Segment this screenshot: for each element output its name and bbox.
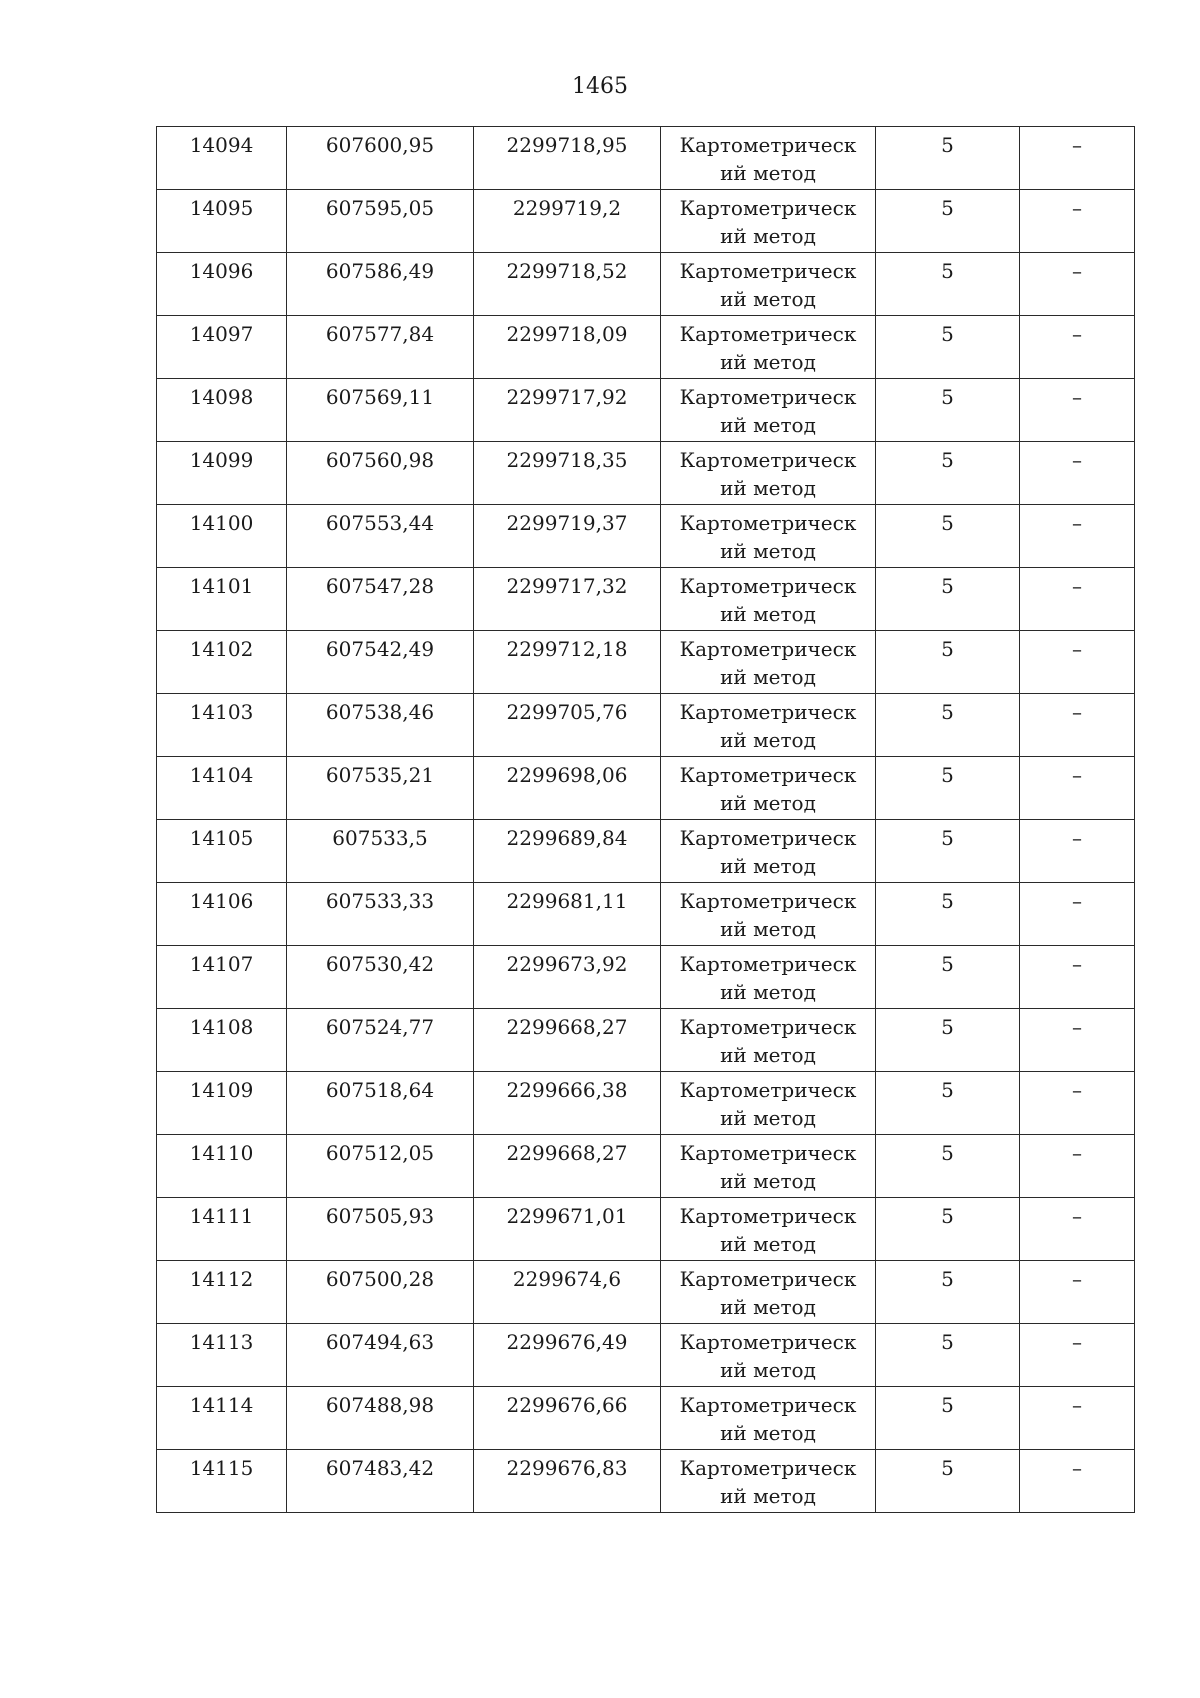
method-cell: Картометрический метод <box>661 1072 876 1135</box>
method-cell: Картометрический метод <box>661 883 876 946</box>
x-coordinate-cell: 607483,42 <box>287 1450 474 1513</box>
accuracy-cell: 5 <box>876 946 1020 1009</box>
y-coordinate-cell: 2299698,06 <box>474 757 661 820</box>
accuracy-cell: 5 <box>876 253 1020 316</box>
accuracy-cell: 5 <box>876 1450 1020 1513</box>
table-row <box>157 1072 1135 1135</box>
note-cell: – <box>1020 820 1135 883</box>
method-cell: Картометрический метод <box>661 379 876 442</box>
y-coordinate-cell: 2299668,27 <box>474 1135 661 1198</box>
x-coordinate-cell: 607533,5 <box>287 820 474 883</box>
point-number-cell: 14105 <box>157 820 287 883</box>
method-cell: Картометрический метод <box>661 127 876 190</box>
table-row <box>157 1135 1135 1198</box>
note-cell: – <box>1020 316 1135 379</box>
point-number-cell: 14096 <box>157 253 287 316</box>
table-row <box>157 316 1135 379</box>
table-row <box>157 442 1135 505</box>
accuracy-cell: 5 <box>876 1324 1020 1387</box>
x-coordinate-cell: 607595,05 <box>287 190 474 253</box>
table-row <box>157 1009 1135 1072</box>
method-cell: Картометрический метод <box>661 253 876 316</box>
point-number-cell: 14115 <box>157 1450 287 1513</box>
accuracy-cell: 5 <box>876 190 1020 253</box>
accuracy-cell: 5 <box>876 883 1020 946</box>
y-coordinate-cell: 2299705,76 <box>474 694 661 757</box>
table-row <box>157 757 1135 820</box>
note-cell: – <box>1020 631 1135 694</box>
x-coordinate-cell: 607530,42 <box>287 946 474 1009</box>
point-number-cell: 14107 <box>157 946 287 1009</box>
table-row <box>157 505 1135 568</box>
note-cell: – <box>1020 190 1135 253</box>
point-number-cell: 14110 <box>157 1135 287 1198</box>
y-coordinate-cell: 2299671,01 <box>474 1198 661 1261</box>
table-row <box>157 379 1135 442</box>
note-cell: – <box>1020 1135 1135 1198</box>
point-number-cell: 14111 <box>157 1198 287 1261</box>
note-cell: – <box>1020 442 1135 505</box>
table-row <box>157 1324 1135 1387</box>
accuracy-cell: 5 <box>876 568 1020 631</box>
y-coordinate-cell: 2299719,2 <box>474 190 661 253</box>
y-coordinate-cell: 2299676,49 <box>474 1324 661 1387</box>
x-coordinate-cell: 607547,28 <box>287 568 474 631</box>
x-coordinate-cell: 607560,98 <box>287 442 474 505</box>
accuracy-cell: 5 <box>876 505 1020 568</box>
point-number-cell: 14098 <box>157 379 287 442</box>
table-row <box>157 1450 1135 1513</box>
note-cell: – <box>1020 1009 1135 1072</box>
y-coordinate-cell: 2299719,37 <box>474 505 661 568</box>
accuracy-cell: 5 <box>876 1009 1020 1072</box>
x-coordinate-cell: 607512,05 <box>287 1135 474 1198</box>
y-coordinate-cell: 2299674,6 <box>474 1261 661 1324</box>
x-coordinate-cell: 607500,28 <box>287 1261 474 1324</box>
table-row <box>157 946 1135 1009</box>
table-row <box>157 1198 1135 1261</box>
y-coordinate-cell: 2299718,95 <box>474 127 661 190</box>
x-coordinate-cell: 607600,95 <box>287 127 474 190</box>
method-cell: Картометрический метод <box>661 1009 876 1072</box>
method-cell: Картометрический метод <box>661 568 876 631</box>
note-cell: – <box>1020 253 1135 316</box>
y-coordinate-cell: 2299717,32 <box>474 568 661 631</box>
method-cell: Картометрический метод <box>661 505 876 568</box>
table-row <box>157 190 1135 253</box>
point-number-cell: 14113 <box>157 1324 287 1387</box>
accuracy-cell: 5 <box>876 1135 1020 1198</box>
method-cell: Картометрический метод <box>661 316 876 379</box>
x-coordinate-cell: 607542,49 <box>287 631 474 694</box>
table-row <box>157 631 1135 694</box>
method-cell: Картометрический метод <box>661 631 876 694</box>
method-cell: Картометрический метод <box>661 1261 876 1324</box>
table-row <box>157 1261 1135 1324</box>
x-coordinate-cell: 607569,11 <box>287 379 474 442</box>
table-row <box>157 1387 1135 1450</box>
x-coordinate-cell: 607494,63 <box>287 1324 474 1387</box>
x-coordinate-cell: 607586,49 <box>287 253 474 316</box>
coordinates-table <box>156 126 1135 1513</box>
y-coordinate-cell: 2299676,83 <box>474 1450 661 1513</box>
note-cell: – <box>1020 127 1135 190</box>
method-cell: Картометрический метод <box>661 694 876 757</box>
table-row <box>157 127 1135 190</box>
coordinates-table-body <box>157 127 1135 1513</box>
table-row <box>157 820 1135 883</box>
y-coordinate-cell: 2299712,18 <box>474 631 661 694</box>
y-coordinate-cell: 2299718,35 <box>474 442 661 505</box>
point-number-cell: 14097 <box>157 316 287 379</box>
y-coordinate-cell: 2299676,66 <box>474 1387 661 1450</box>
note-cell: – <box>1020 1324 1135 1387</box>
note-cell: – <box>1020 757 1135 820</box>
accuracy-cell: 5 <box>876 757 1020 820</box>
table-row <box>157 253 1135 316</box>
x-coordinate-cell: 607535,21 <box>287 757 474 820</box>
note-cell: – <box>1020 1072 1135 1135</box>
accuracy-cell: 5 <box>876 127 1020 190</box>
point-number-cell: 14103 <box>157 694 287 757</box>
x-coordinate-cell: 607524,77 <box>287 1009 474 1072</box>
x-coordinate-cell: 607518,64 <box>287 1072 474 1135</box>
accuracy-cell: 5 <box>876 631 1020 694</box>
y-coordinate-cell: 2299668,27 <box>474 1009 661 1072</box>
note-cell: – <box>1020 1261 1135 1324</box>
point-number-cell: 14112 <box>157 1261 287 1324</box>
x-coordinate-cell: 607533,33 <box>287 883 474 946</box>
accuracy-cell: 5 <box>876 694 1020 757</box>
point-number-cell: 14109 <box>157 1072 287 1135</box>
point-number-cell: 14104 <box>157 757 287 820</box>
method-cell: Картометрический метод <box>661 757 876 820</box>
x-coordinate-cell: 607577,84 <box>287 316 474 379</box>
note-cell: – <box>1020 883 1135 946</box>
y-coordinate-cell: 2299666,38 <box>474 1072 661 1135</box>
method-cell: Картометрический метод <box>661 442 876 505</box>
accuracy-cell: 5 <box>876 1387 1020 1450</box>
note-cell: – <box>1020 505 1135 568</box>
x-coordinate-cell: 607505,93 <box>287 1198 474 1261</box>
point-number-cell: 14100 <box>157 505 287 568</box>
method-cell: Картометрический метод <box>661 1324 876 1387</box>
point-number-cell: 14108 <box>157 1009 287 1072</box>
note-cell: – <box>1020 1198 1135 1261</box>
accuracy-cell: 5 <box>876 1072 1020 1135</box>
point-number-cell: 14095 <box>157 190 287 253</box>
note-cell: – <box>1020 1387 1135 1450</box>
accuracy-cell: 5 <box>876 442 1020 505</box>
table-row <box>157 883 1135 946</box>
method-cell: Картометрический метод <box>661 1450 876 1513</box>
page-number: 1465 <box>572 74 628 99</box>
x-coordinate-cell: 607538,46 <box>287 694 474 757</box>
y-coordinate-cell: 2299717,92 <box>474 379 661 442</box>
method-cell: Картометрический метод <box>661 820 876 883</box>
note-cell: – <box>1020 694 1135 757</box>
table-row <box>157 568 1135 631</box>
accuracy-cell: 5 <box>876 820 1020 883</box>
accuracy-cell: 5 <box>876 379 1020 442</box>
point-number-cell: 14094 <box>157 127 287 190</box>
y-coordinate-cell: 2299681,11 <box>474 883 661 946</box>
y-coordinate-cell: 2299718,52 <box>474 253 661 316</box>
method-cell: Картометрический метод <box>661 946 876 1009</box>
point-number-cell: 14099 <box>157 442 287 505</box>
note-cell: – <box>1020 379 1135 442</box>
point-number-cell: 14114 <box>157 1387 287 1450</box>
method-cell: Картометрический метод <box>661 1198 876 1261</box>
method-cell: Картометрический метод <box>661 1387 876 1450</box>
accuracy-cell: 5 <box>876 1261 1020 1324</box>
accuracy-cell: 5 <box>876 1198 1020 1261</box>
y-coordinate-cell: 2299673,92 <box>474 946 661 1009</box>
note-cell: – <box>1020 946 1135 1009</box>
method-cell: Картометрический метод <box>661 190 876 253</box>
x-coordinate-cell: 607488,98 <box>287 1387 474 1450</box>
y-coordinate-cell: 2299718,09 <box>474 316 661 379</box>
table-row <box>157 694 1135 757</box>
method-cell: Картометрический метод <box>661 1135 876 1198</box>
note-cell: – <box>1020 568 1135 631</box>
y-coordinate-cell: 2299689,84 <box>474 820 661 883</box>
note-cell: – <box>1020 1450 1135 1513</box>
point-number-cell: 14102 <box>157 631 287 694</box>
point-number-cell: 14106 <box>157 883 287 946</box>
accuracy-cell: 5 <box>876 316 1020 379</box>
point-number-cell: 14101 <box>157 568 287 631</box>
x-coordinate-cell: 607553,44 <box>287 505 474 568</box>
